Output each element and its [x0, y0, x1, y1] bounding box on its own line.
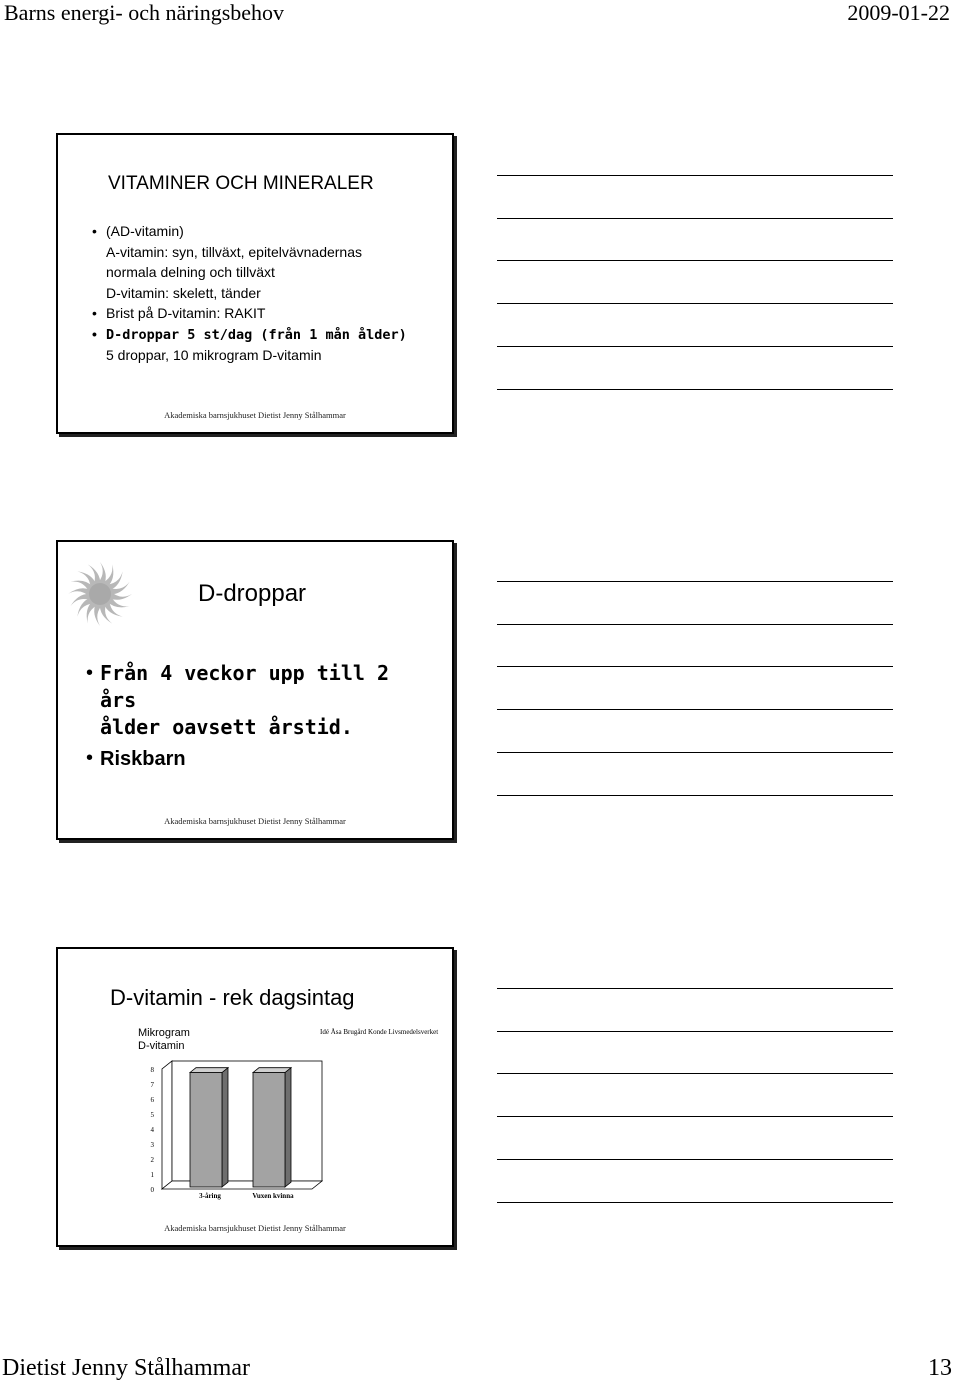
note-line: [497, 988, 893, 989]
note-line: [497, 709, 893, 710]
slide-2: [56, 540, 454, 840]
note-line: [497, 175, 893, 176]
bar: [253, 1073, 285, 1188]
note-line: [497, 218, 893, 219]
author-name: Dietist Jenny Stålhammar: [2, 1355, 250, 1381]
chart-source-note: Idé Åsa Brugård Konde Livsmedelsverket: [320, 1028, 439, 1036]
slide-title: D-vitamin - rek dagsintag: [110, 985, 355, 1010]
slide-title: D-droppar: [198, 580, 307, 607]
y-tick-label: 7: [150, 1081, 154, 1089]
y-tick-label: 1: [150, 1171, 154, 1179]
note-line: [497, 666, 893, 667]
document-title: Barns energi- och näringsbehov: [4, 0, 285, 25]
y-tick-label: 8: [150, 1066, 154, 1074]
bar: [190, 1073, 222, 1188]
bar-side: [222, 1068, 228, 1187]
list-item: • D-droppar 5 st/dag (från 1 mån ålder): [92, 325, 407, 343]
list-item: • Riskbarn: [86, 747, 186, 770]
note-line: [497, 1073, 893, 1074]
page-number: 13: [928, 1355, 952, 1381]
bar-chart: [140, 1059, 360, 1199]
note-line: [497, 1116, 893, 1117]
y-tick-label: 3: [150, 1141, 154, 1149]
note-line: [497, 1031, 893, 1032]
y-tick-label: 2: [150, 1156, 154, 1164]
bar-top: [190, 1068, 228, 1073]
slide-footer: Akademiska barnsjukhuset Dietist Jenny Stålhammar: [164, 1223, 346, 1233]
list-item: normala delning och tillväxt: [106, 264, 275, 280]
sun-icon: [66, 560, 134, 628]
x-tick-label: 3-åring: [199, 1192, 221, 1200]
note-line: [497, 346, 893, 347]
list-item: • (AD-vitamin): [92, 223, 184, 239]
list-item: D-vitamin: skelett, tänder: [106, 284, 261, 301]
y-tick-label: 4: [150, 1126, 154, 1134]
slide-footer: Akademiska barnsjukhuset Dietist Jenny Stålhammar: [164, 410, 346, 420]
list-item: • Från 4 veckor upp till 2 års ålder oavsett årstid.: [86, 661, 389, 739]
chart-floor: [162, 1181, 322, 1189]
bar-side: [285, 1068, 291, 1187]
list-item: 5 droppar, 10 mikrogram D-vitamin: [106, 347, 322, 363]
list-item: • Brist på D-vitamin: RAKIT: [92, 305, 266, 321]
slide-title: VITAMINER OCH MINERALER: [108, 173, 374, 194]
slide-text-list: [92, 221, 442, 366]
slide-footer: Akademiska barnsjukhuset Dietist Jenny Stålhammar: [164, 816, 346, 826]
note-line: [497, 1159, 893, 1160]
chart-y-axis-label: Mikrogram D-vitamin: [138, 1027, 190, 1052]
y-tick-label: 6: [150, 1096, 154, 1104]
x-tick-label: Vuxen kvinna: [252, 1192, 294, 1200]
y-tick-label: 5: [150, 1111, 154, 1119]
chart-side-wall: [162, 1061, 172, 1189]
note-line: [497, 1202, 893, 1203]
note-line: [497, 795, 893, 796]
note-line: [497, 752, 893, 753]
slide-text-list: [86, 660, 436, 773]
note-line: [497, 389, 893, 390]
note-line: [497, 303, 893, 304]
y-tick-label: 0: [150, 1186, 154, 1194]
slide-1: [56, 133, 454, 434]
note-line: [497, 581, 893, 582]
document-date: 2009-01-22: [847, 0, 950, 25]
slide-3: [56, 947, 454, 1247]
bar-top: [253, 1068, 291, 1073]
note-line: [497, 260, 893, 261]
note-line: [497, 624, 893, 625]
list-item: A-vitamin: syn, tillväxt, epitelvävnadernas: [106, 243, 362, 260]
